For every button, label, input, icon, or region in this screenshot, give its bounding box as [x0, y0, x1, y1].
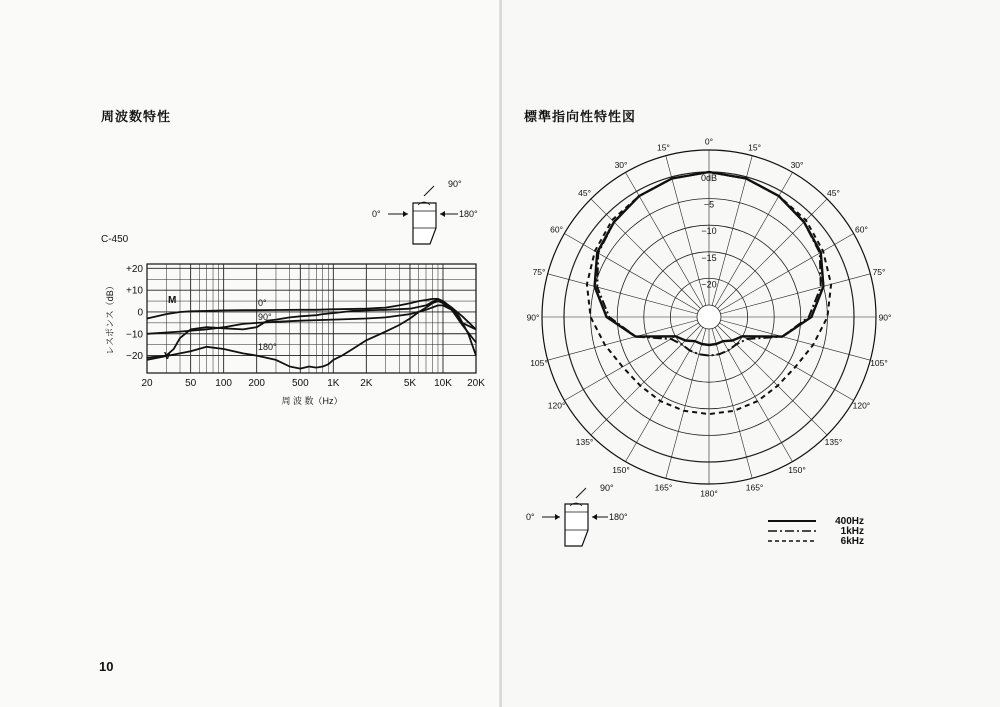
- angle-label: 120°: [852, 400, 871, 411]
- y-tick-label: +20: [126, 263, 143, 275]
- radial-line: [666, 329, 706, 479]
- angle-label: 135°: [575, 436, 594, 447]
- legend-label-400hz: 400Hz: [835, 516, 864, 527]
- page-number: 10: [99, 659, 114, 674]
- angle-label: 120°: [547, 400, 566, 411]
- x-tick-label: 500: [291, 378, 309, 389]
- x-tick-label: 200: [248, 378, 266, 389]
- angle-label: 135°: [824, 436, 843, 447]
- arrow-90-icon: [576, 488, 586, 498]
- angle-label: 180°: [700, 488, 718, 499]
- radial-line: [591, 199, 701, 309]
- legend-label-6khz: 6kHz: [840, 536, 864, 547]
- polar-pattern-chart: [502, 0, 1000, 707]
- radial-line: [712, 329, 752, 479]
- radial-line: [591, 325, 701, 435]
- angle-label: 105°: [870, 358, 888, 369]
- angle-label: 105°: [530, 358, 548, 369]
- x-tick-label: 100: [215, 378, 232, 389]
- y-tick-label: 0: [137, 307, 143, 319]
- radial-line: [717, 325, 827, 435]
- legend-label-1khz: 1kHz: [840, 526, 864, 537]
- microphone-diagram-left: [372, 179, 478, 244]
- x-axis-label: 周 波 数（Hz）: [281, 396, 343, 406]
- center-ring: [697, 305, 721, 329]
- x-tick-label: 50: [185, 378, 197, 389]
- angle-label-90: 90°: [448, 179, 462, 189]
- ring-label: −15: [701, 252, 717, 263]
- angle-label: 60°: [854, 224, 868, 235]
- x-tick-label: 5K: [403, 378, 417, 389]
- radial-line: [715, 327, 793, 461]
- angle-label: 30°: [790, 160, 804, 171]
- angle-label: 90°: [878, 312, 892, 323]
- angle-label: 60°: [550, 224, 564, 235]
- y-tick-label: −10: [126, 329, 143, 341]
- radial-line: [717, 199, 827, 309]
- angle-label-90: 90°: [600, 483, 614, 493]
- radial-line: [564, 234, 698, 312]
- annotation-m: M: [168, 295, 177, 306]
- microphone-diagram-right: [526, 483, 628, 546]
- ring-label: −10: [701, 226, 717, 237]
- radial-line: [715, 172, 793, 306]
- angle-label: 45°: [578, 188, 591, 199]
- radial-line: [626, 172, 704, 306]
- angle-label: 30°: [614, 160, 628, 171]
- angle-label-0: 0°: [372, 209, 381, 219]
- angle-label: 15°: [748, 142, 761, 153]
- angle-label: 165°: [745, 482, 764, 493]
- angle-label: 15°: [657, 142, 670, 153]
- angle-label: 165°: [654, 482, 673, 493]
- angle-label-0: 0°: [526, 512, 535, 522]
- microphone-body-icon: [413, 203, 436, 244]
- polar-legend: [768, 516, 864, 547]
- angle-label-180: 180°: [609, 512, 628, 522]
- annotation-180deg: 180°: [258, 342, 277, 352]
- angle-label: 150°: [612, 464, 630, 475]
- radial-line: [548, 274, 698, 314]
- frequency-grid: [147, 264, 476, 373]
- plot-frame: [147, 264, 476, 373]
- annotation-0deg: 0°: [258, 298, 267, 308]
- page-title-left: 周波数特性: [101, 110, 172, 125]
- angle-label: 45°: [827, 188, 840, 199]
- y-axis-label: レスポンス（dB）: [105, 281, 115, 355]
- angle-label: 75°: [532, 266, 546, 277]
- y-tick-label: −20: [126, 351, 143, 363]
- page-title-right: 標準指向性特性図: [524, 110, 637, 125]
- angle-label: 150°: [788, 464, 806, 475]
- x-tick-label: 20: [141, 378, 153, 389]
- radial-line: [719, 234, 853, 312]
- x-tick-label: 10K: [434, 378, 452, 389]
- model-label: C-450: [101, 234, 129, 245]
- arrow-90-icon: [424, 186, 434, 196]
- angle-label: 75°: [872, 266, 886, 277]
- x-tick-label: 1K: [327, 378, 340, 389]
- annotation-90deg: 90°: [258, 312, 272, 322]
- ring-label: −5: [703, 199, 715, 210]
- ring-label: 0dB: [700, 173, 718, 183]
- x-tick-label: 20K: [467, 378, 485, 389]
- annotation-v: V: [164, 351, 171, 362]
- angle-label: 0°: [704, 136, 714, 147]
- angle-label: 90°: [526, 312, 540, 323]
- x-tick-label: 2K: [360, 378, 373, 389]
- angle-label-180: 180°: [459, 209, 478, 219]
- radial-line: [721, 274, 871, 314]
- radial-line: [626, 327, 704, 461]
- y-tick-label: +10: [126, 285, 143, 297]
- ring-label: −20: [701, 279, 717, 290]
- microphone-body-icon: [565, 504, 588, 546]
